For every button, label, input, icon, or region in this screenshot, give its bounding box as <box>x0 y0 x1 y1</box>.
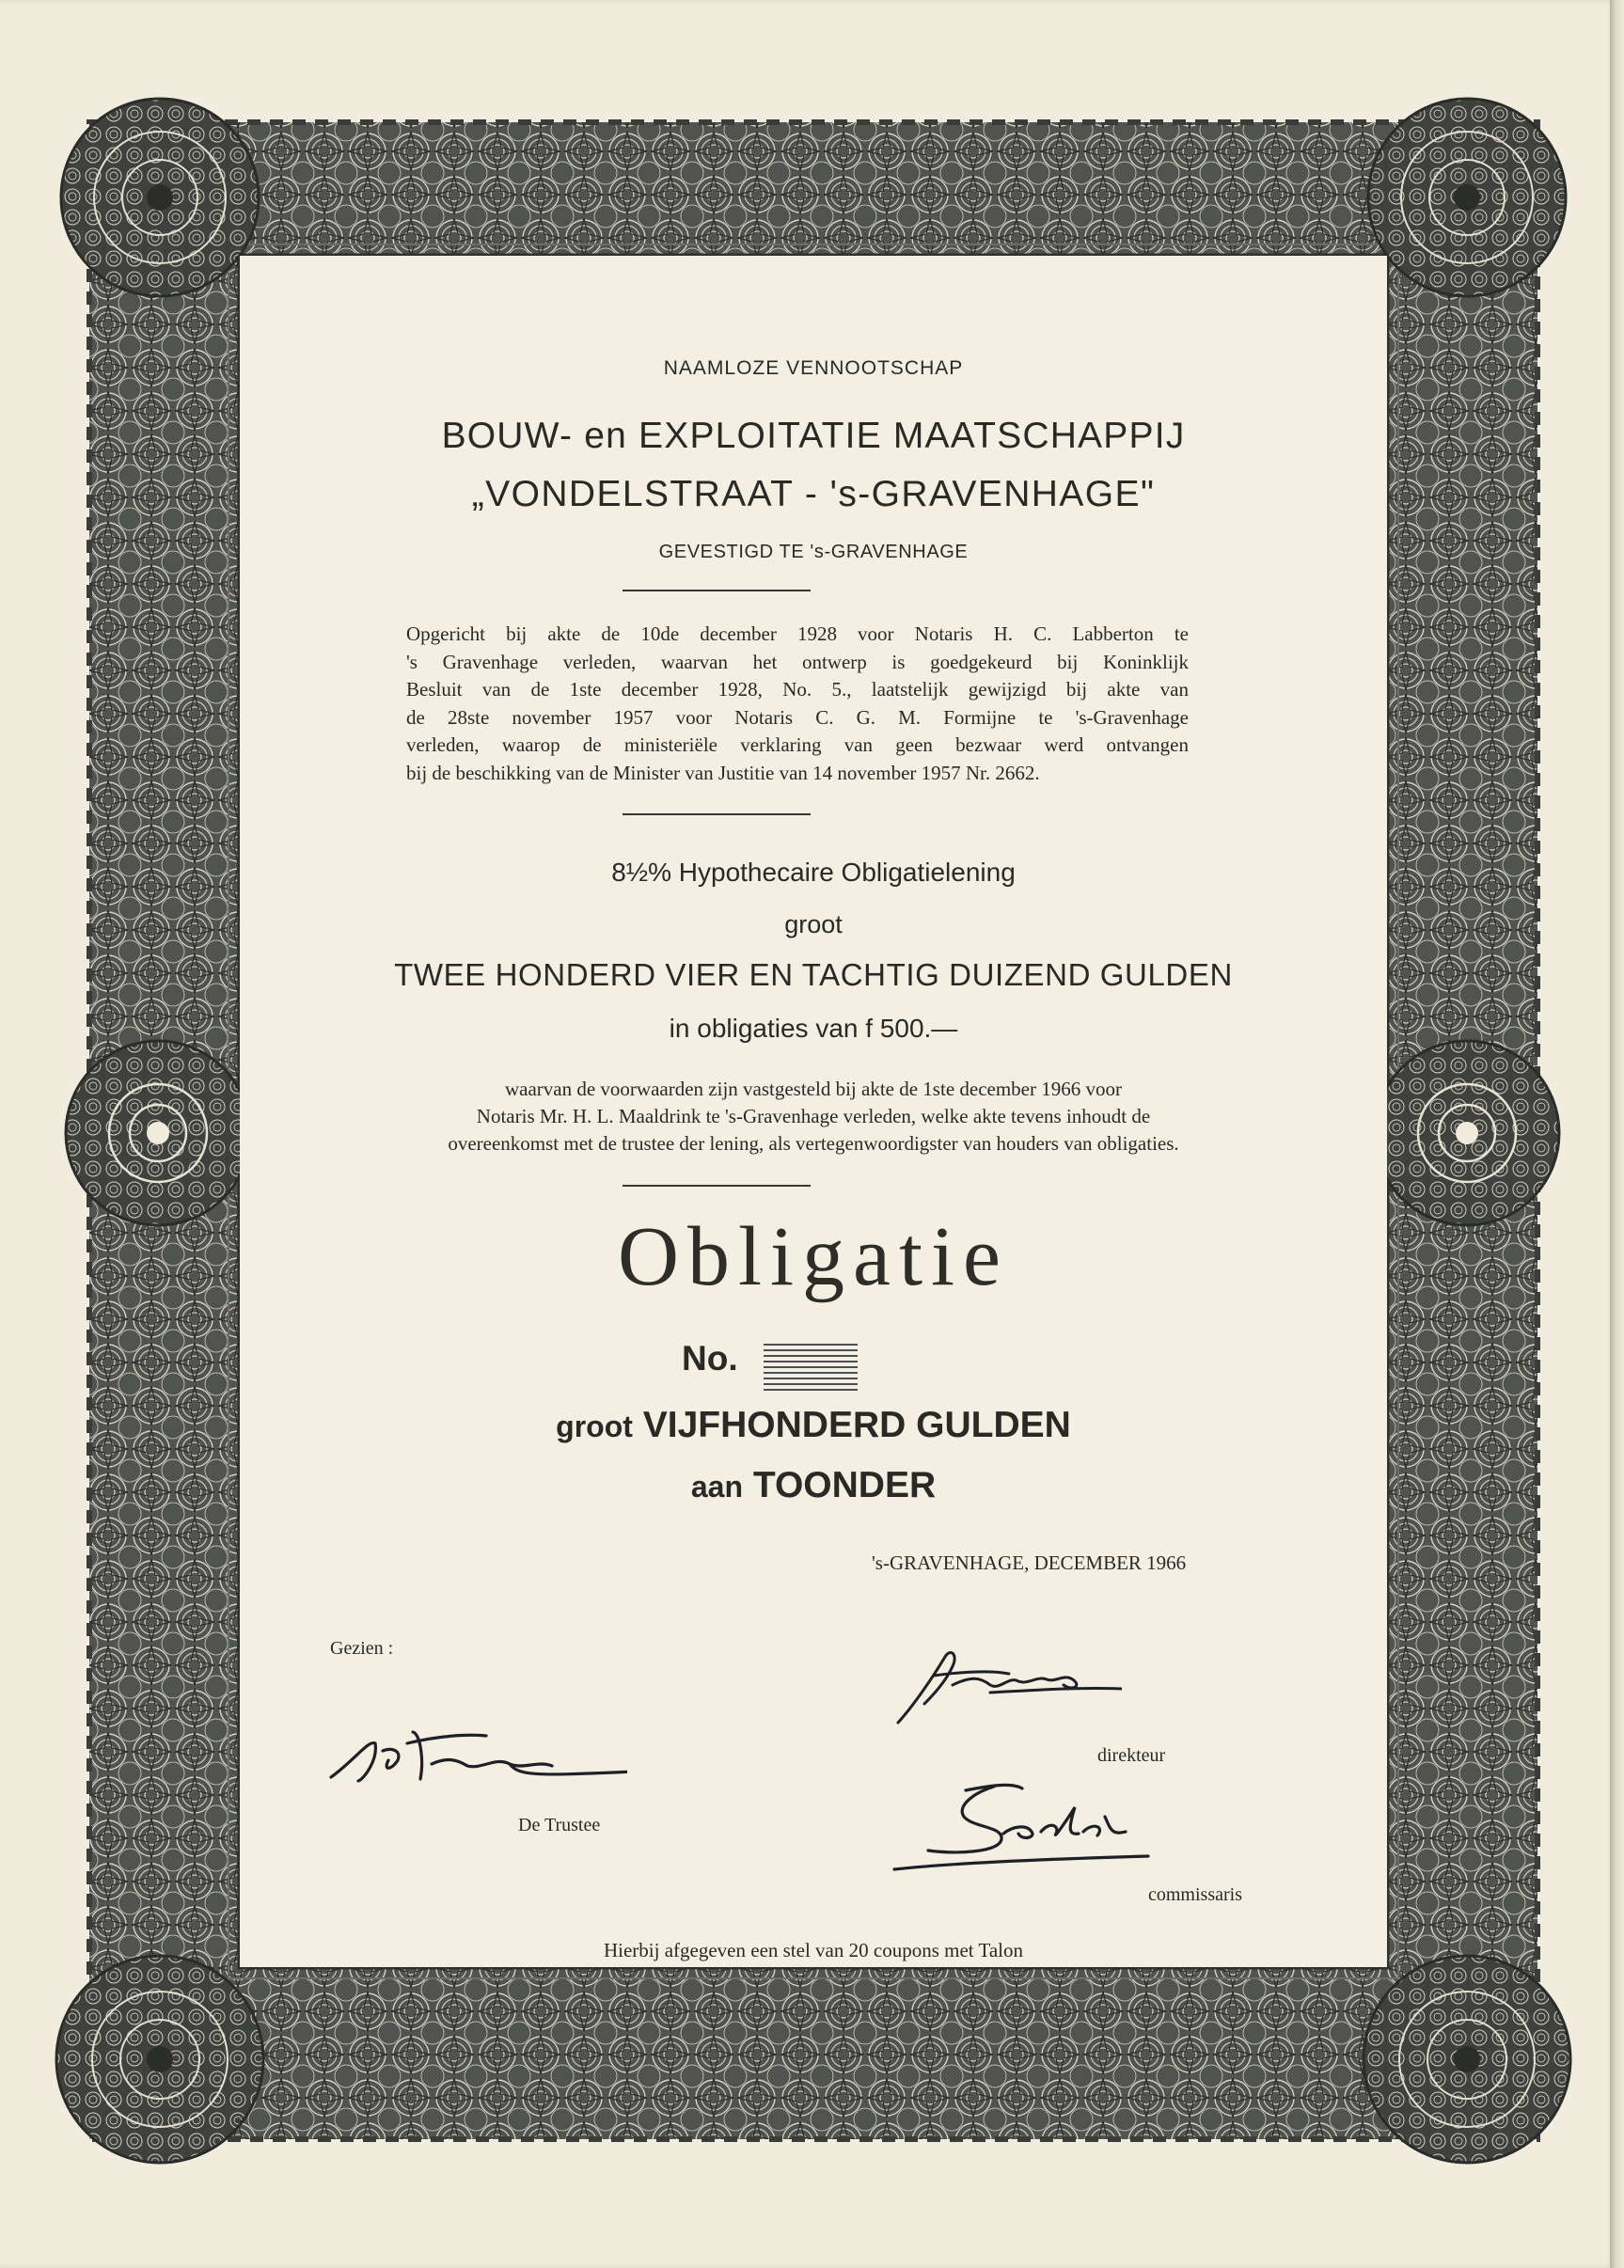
number-field-lines <box>764 1341 858 1397</box>
trustee-signature <box>326 1723 627 1798</box>
commissioner-signature <box>891 1779 1154 1873</box>
bond-value-text: VIJFHONDERD GULDEN <box>642 1405 1071 1445</box>
conditions-line: overeenkomst met de trustee der lening, als vertegenwoordigster van houders van obligaties. <box>448 1132 1179 1155</box>
company-name-line1: BOUW- en EXPLOITATIE MAATSCHAPPIJ <box>441 416 1186 456</box>
commissioner-label: commissaris <box>1148 1884 1242 1905</box>
bond-bearer-text: TOONDER <box>752 1465 937 1505</box>
founding-line: Besluit van de 1ste december 1928, No. 5., laatstelijk gewijzigd bij akte van <box>406 678 1189 701</box>
loan-denomination: in obligaties van f 500.— <box>669 1014 958 1043</box>
divider <box>623 813 811 815</box>
loan-amount: TWEE HONDERD VIER EN TACHTIG DUIZEND GULDEN <box>394 957 1233 992</box>
bond-title: Obligatie <box>618 1210 1009 1303</box>
company-type: NAAMLOZE VENNOOTSCHAP <box>663 357 964 379</box>
director-label: direkteur <box>1097 1745 1166 1766</box>
bond-number-label: No. <box>682 1339 738 1378</box>
loan-title: 8½% Hypothecaire Obligatielening <box>611 858 1016 887</box>
bond-value-prefix: groot <box>556 1410 633 1443</box>
conditions-text <box>240 1076 1387 1158</box>
bond-number <box>682 1339 738 1378</box>
footer-note: Hierbij afgegeven een stel van 20 coupons met Talon <box>603 1939 1023 1961</box>
divider <box>623 590 811 591</box>
divider <box>623 1185 811 1187</box>
conditions-line: Notaris Mr. H. L. Maaldrink te 's-Gravenhage verleden, welke akte tevens inhoudt de <box>476 1105 1151 1127</box>
conditions-line: waarvan de voorwaarden zijn vastgesteld bij akte de 1ste december 1966 voor <box>504 1078 1122 1100</box>
founding-line: 's Gravenhage verleden, waarvan het ontwerp is goedgekeurd bij Koninklijk <box>406 650 1189 673</box>
company-seat: GEVESTIGD TE 's-GRAVENHAGE <box>658 542 969 562</box>
company-name-line2: „VONDELSTRAAT - 's-GRAVENHAGE" <box>471 474 1156 514</box>
loan-groot: groot <box>784 910 843 938</box>
founding-line: bij de beschikking van de Minister van Justitie van 14 november 1957 Nr. 2662. <box>406 761 1040 784</box>
trustee-label: De Trustee <box>518 1815 601 1835</box>
founding-line: Opgericht bij akte de 10de december 1928 voor Notaris H. C. Labberton te <box>406 622 1189 645</box>
seen-label: Gezien : <box>330 1638 394 1659</box>
founding-text <box>406 621 1189 787</box>
bond-value <box>240 1405 1387 1446</box>
director-signature <box>896 1638 1122 1732</box>
founding-line: de 28ste november 1957 voor Notaris C. G. M. Formijne te 's-Gravenhage <box>406 705 1189 729</box>
founding-line: verleden, waarop de ministeriële verklaring van geen bezwaar werd ontvangen <box>406 733 1189 756</box>
bond-bearer <box>240 1465 1387 1506</box>
place-date: 's-GRAVENHAGE, DECEMBER 1966 <box>872 1551 1187 1574</box>
certificate-body <box>240 256 1387 1967</box>
bond-bearer-prefix: aan <box>690 1470 743 1504</box>
